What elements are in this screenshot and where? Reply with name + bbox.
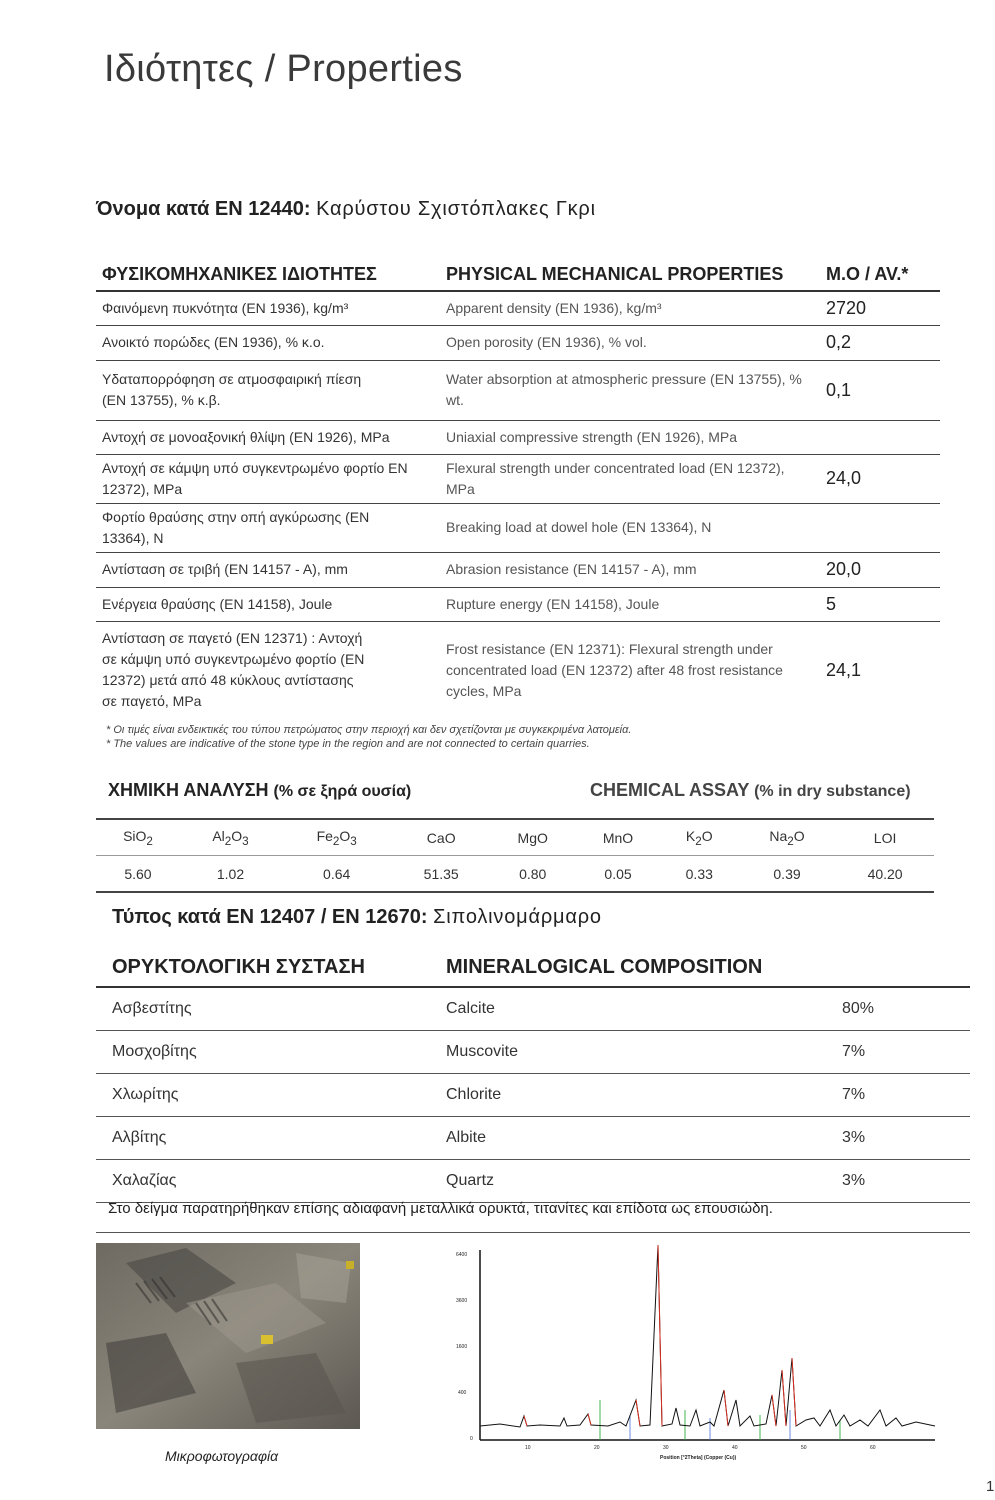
row-en: Water absorption at atmospheric pressure (EN 13755), % wt. xyxy=(440,360,820,420)
x-tick: 30 xyxy=(663,1445,669,1451)
micrograph-caption: Μικροφωτογραφία xyxy=(165,1448,279,1464)
row-val: 5 xyxy=(820,587,940,621)
row-val: 2720 xyxy=(820,291,940,325)
compound-loi: LOI xyxy=(836,819,934,856)
value-mno: 0.05 xyxy=(575,856,660,893)
table-row xyxy=(96,621,940,719)
chem-title-en-text: CHEMICAL ASSAY xyxy=(590,780,750,800)
row-gr: Ενέργεια θραύσης (EN 14158), Joule xyxy=(96,587,440,621)
chem-value-row xyxy=(96,856,934,893)
note-en: * The values are indicative of the stone type in the region and are not connected to certain quarries. xyxy=(106,738,590,750)
row-en: Apparent density (EN 1936), kg/m³ xyxy=(440,291,820,325)
phys-header-gr: ΦΥΣΙΚΟΜΗΧΑΝΙΚΕΣ ΙΔΙΟΤΗΤΕΣ xyxy=(96,258,440,291)
mineral-gr: Αλβίτης xyxy=(96,1117,446,1160)
chem-header-row xyxy=(96,819,934,856)
physical-properties-table xyxy=(96,258,940,719)
page-number: 1 xyxy=(986,1478,995,1495)
x-tick: 20 xyxy=(594,1445,600,1451)
min-header-en: MINERALOGICAL COMPOSITION xyxy=(446,948,826,987)
chem-title-gr xyxy=(108,780,411,801)
value-fe2o3: 0.64 xyxy=(281,856,392,893)
y-tick: 1600 xyxy=(456,1344,468,1350)
table-row xyxy=(96,454,940,503)
divider xyxy=(96,1232,970,1233)
mineral-en: Quartz xyxy=(446,1160,826,1203)
table-row xyxy=(96,1160,970,1203)
compound-fe2o3: $Fe_2O_3$ xyxy=(281,819,392,856)
mineral-gr: Χαλαζίας xyxy=(96,1160,446,1203)
table-row xyxy=(96,1074,970,1117)
row-en: Frost resistance (EN 12371): Flexural strength under concentrated load (EN 12372) after 48 frost resistance cycles, MPa xyxy=(446,640,783,699)
mineral-en: Albite xyxy=(446,1117,826,1160)
x-tick: 40 xyxy=(732,1445,738,1451)
mineral-en: Calcite xyxy=(446,987,826,1031)
row-gr: Ανοικτό πορώδες (EN 1936), % κ.ο. xyxy=(96,325,440,360)
row-en: Abrasion resistance (EN 14157 - A), mm xyxy=(440,552,820,587)
mineral-en: Chlorite xyxy=(446,1074,826,1117)
mineral-pct: 3% xyxy=(826,1160,970,1203)
mineral-gr: Ασβεστίτης xyxy=(96,987,446,1031)
compound-sio2: SiO$_2$ xyxy=(96,819,180,856)
note-gr: * Οι τιμές είναι ενδεικτικές του τύπου πετρώματος στην περιοχή και δεν σχετίζονται με συγκεκριμένα λατομεία. xyxy=(106,724,632,736)
y-tick: 0 xyxy=(470,1436,473,1442)
compound-cao: CaO xyxy=(392,819,490,856)
table-row xyxy=(96,420,940,454)
table-row xyxy=(96,987,970,1031)
row-val xyxy=(820,503,940,552)
compound-na2o: $Na_2O$ xyxy=(738,819,836,856)
type-value: Σιπολινομάρμαρο xyxy=(433,906,602,928)
row-gr: Φαινόμενη πυκνότητα (EN 1936), kg/m³ xyxy=(96,291,440,325)
row-val: 0,1 xyxy=(820,360,940,420)
table-row xyxy=(96,552,940,587)
page-title: Ιδιότητες / Properties xyxy=(104,48,463,90)
chem-sub-gr: (% σε ξηρά ουσία) xyxy=(273,783,412,800)
row-gr: Αντίσταση σε παγετό (EN 12371) : Αντοχή σε κάμψη υπό συγκεντρωμένο φορτίο (EN 12372) μετά από 48 κύκλους αντίστασης σε παγετό, MPa xyxy=(102,630,365,710)
observation-text: Στο δείγμα παρατηρήθηκαν επίσης αδιαφανή μεταλλικά ορυκτά, τιτανίτες και επίδοτα ως επουσιώδη. xyxy=(108,1200,773,1217)
table-row xyxy=(96,1117,970,1160)
mineral-pct: 7% xyxy=(826,1074,970,1117)
value-loi: 40.20 xyxy=(836,856,934,893)
row-en: Rupture energy (EN 14158), Joule xyxy=(440,587,820,621)
mineral-pct: 3% xyxy=(826,1117,970,1160)
value-sio2: 5.60 xyxy=(96,856,180,893)
compound-k2o: $K_2O$ xyxy=(661,819,738,856)
row-val xyxy=(820,420,940,454)
type-label: Τύπος κατά EN 12407 / EN 12670: xyxy=(112,906,428,928)
table-row xyxy=(96,291,940,325)
chemical-assay-table xyxy=(96,818,934,893)
table-row xyxy=(96,360,940,420)
y-tick: 3600 xyxy=(456,1298,468,1304)
value-na2o: 0.39 xyxy=(738,856,836,893)
compound-mgo: MgO xyxy=(490,819,575,856)
row-gr: Υδαταπορρόφηση σε ατμοσφαιρική πίεση (EN 13755), % κ.β. xyxy=(96,360,440,420)
mineral-pct: 7% xyxy=(826,1031,970,1074)
mineral-pct: 80% xyxy=(826,987,970,1031)
mineral-en: Muscovite xyxy=(446,1031,826,1074)
xrd-diffractogram xyxy=(440,1240,940,1465)
row-en: Uniaxial compressive strength (EN 1926), MPa xyxy=(440,420,820,454)
mineral-gr: Μοσχοβίτης xyxy=(96,1031,446,1074)
name-value: Καρύστου Σχιστόπλακες Γκρι xyxy=(316,198,596,220)
row-val: 0,2 xyxy=(820,325,940,360)
value-al2o3: 1.02 xyxy=(180,856,281,893)
x-tick: 60 xyxy=(870,1445,876,1451)
mineral-gr: Χλωρίτης xyxy=(96,1074,446,1117)
row-val: 24,1 xyxy=(826,659,862,680)
value-k2o: 0.33 xyxy=(661,856,738,893)
chem-sub-en: (% in dry substance) xyxy=(754,783,911,800)
y-tick: 400 xyxy=(458,1390,467,1396)
micrograph-image xyxy=(96,1243,360,1429)
row-gr: Αντοχή σε κάμψη υπό συγκεντρωμένο φορτίο EN 12372), MPa xyxy=(96,454,440,503)
x-tick: 50 xyxy=(801,1445,807,1451)
phys-header-en: PHYSICAL MECHANICAL PROPERTIES xyxy=(440,258,820,291)
compound-mno: MnO xyxy=(575,819,660,856)
compound-al2o3: $Al_2O_3$ xyxy=(180,819,281,856)
en12407-type xyxy=(112,906,602,929)
value-mgo: 0.80 xyxy=(490,856,575,893)
row-gr: Φορτίο θραύσης στην οπή αγκύρωσης (EN 13364), N xyxy=(96,503,440,552)
y-tick: 6400 xyxy=(456,1252,468,1258)
name-label: Όνομα κατά EN 12440: xyxy=(96,198,311,220)
row-en: Flexural strength under concentrated load (EN 12372), MPa xyxy=(440,454,820,503)
x-tick: 10 xyxy=(525,1445,531,1451)
table-row xyxy=(96,503,940,552)
value-cao: 51.35 xyxy=(392,856,490,893)
table-row xyxy=(96,587,940,621)
chem-title-gr-text: ΧΗΜΙΚΗ ΑΝΑΛΥΣΗ xyxy=(108,780,269,800)
row-gr: Αντίσταση σε τριβή (EN 14157 - A), mm xyxy=(96,552,440,587)
row-val: 24,0 xyxy=(820,454,940,503)
min-header-gr: ΟΡΥΚΤΟΛΟΓΙΚΗ ΣΥΣΤΑΣΗ xyxy=(96,948,446,987)
phys-header-val: M.O / AV.* xyxy=(820,258,940,291)
en12440-name xyxy=(96,198,596,221)
chem-title-en xyxy=(590,780,911,801)
mineralogical-table xyxy=(96,948,970,1203)
table-row xyxy=(96,325,940,360)
table-row xyxy=(96,1031,970,1074)
row-en: Open porosity (EN 1936), % vol. xyxy=(440,325,820,360)
row-val: 20,0 xyxy=(820,552,940,587)
x-axis-label: Position [°2Theta] (Copper (Cu)) xyxy=(660,1455,737,1461)
row-en: Breaking load at dowel hole (EN 13364), N xyxy=(440,503,820,552)
row-gr: Αντοχή σε μονοαξονική θλίψη (EN 1926), MPa xyxy=(96,420,440,454)
